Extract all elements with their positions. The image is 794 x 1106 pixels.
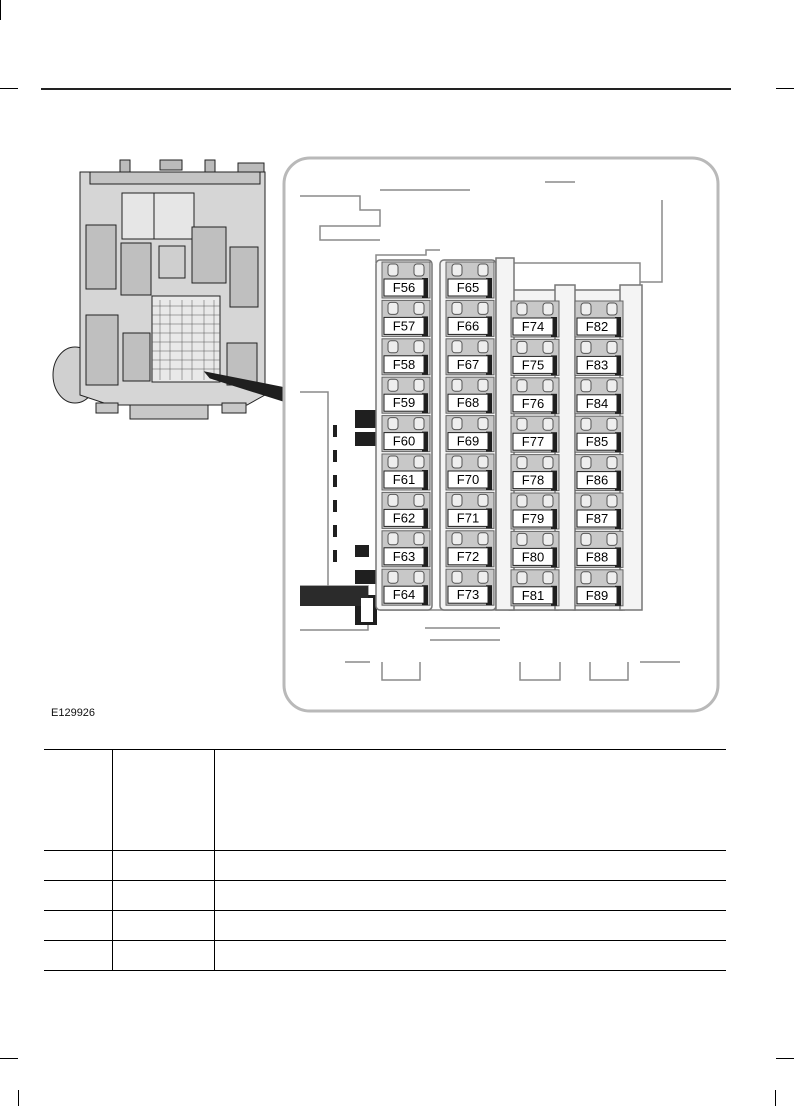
table-cell [214, 911, 726, 941]
fuse-f63 [382, 531, 430, 567]
fuse-f85 [575, 416, 623, 452]
fuse-f68 [446, 377, 494, 413]
fuse-f70 [446, 454, 494, 490]
fuse-label: F77 [521, 434, 545, 450]
fuse-label: F71 [456, 510, 480, 526]
module-overview [53, 160, 286, 419]
table-row [44, 881, 726, 911]
fuse-f88 [575, 531, 623, 567]
table-row [44, 941, 726, 971]
fuse-label: F62 [392, 510, 416, 526]
fuse-f71 [446, 492, 494, 528]
fuse-f61 [382, 454, 430, 490]
fuse-label: F84 [585, 395, 609, 411]
table-row [44, 911, 726, 941]
fuse-f62 [382, 492, 430, 528]
table-cell [44, 941, 112, 971]
fuse-f76 [511, 378, 559, 414]
fuse-f69 [446, 416, 494, 452]
fuse-label: F69 [456, 433, 480, 449]
fuse-label: F65 [456, 280, 480, 295]
fuse-f87 [575, 493, 623, 529]
table-cell [44, 851, 112, 881]
table-cell [44, 881, 112, 911]
fuse-label: F72 [456, 548, 480, 564]
fuse-f86 [575, 455, 623, 491]
fuse-f79 [511, 493, 559, 529]
fuse-f65 [446, 262, 494, 298]
fuse-f74 [511, 301, 559, 337]
fuse-f64 [382, 569, 430, 605]
fuse-label: F59 [392, 395, 416, 411]
fuse-f73 [446, 569, 494, 605]
table-cell [44, 750, 112, 851]
table-cell [214, 881, 726, 911]
table-cell [214, 851, 726, 881]
fuse-label: F73 [456, 587, 480, 603]
table-cell [112, 911, 214, 941]
fuse-f67 [446, 339, 494, 375]
fuse-label: F60 [392, 433, 416, 449]
fuse-label: F86 [585, 472, 609, 488]
fuse-label: F83 [585, 357, 609, 373]
fuse-label: F63 [392, 548, 416, 564]
table-cell [112, 941, 214, 971]
fuse-f75 [511, 339, 559, 375]
fuse-label: F75 [521, 357, 545, 373]
table-row [44, 851, 726, 881]
crop-mark [18, 1090, 19, 1106]
fuse-f60 [382, 416, 430, 452]
fuse-label: F57 [392, 318, 416, 334]
fuse-label: F88 [585, 549, 609, 565]
fuse-f81 [511, 570, 559, 606]
table-cell [112, 881, 214, 911]
fuse-f89 [575, 570, 623, 606]
fuse-f83 [575, 339, 623, 375]
fuse-label: F64 [392, 587, 416, 603]
fuse-f84 [575, 378, 623, 414]
crop-mark [775, 1090, 776, 1106]
fuse-f77 [511, 416, 559, 452]
fuse-label: F79 [521, 511, 545, 526]
fuse-f80 [511, 531, 559, 567]
table-cell [112, 750, 214, 851]
fuse-f57 [382, 300, 430, 336]
fuse-label: F78 [521, 472, 545, 488]
crop-mark [0, 1058, 18, 1059]
fuse-label: F61 [392, 472, 416, 487]
fuse-label: F70 [456, 472, 480, 487]
fuse-label: F68 [456, 395, 480, 411]
fuse-label: F66 [456, 318, 480, 334]
fuse-label: F85 [585, 434, 609, 450]
table-cell [44, 911, 112, 941]
fuse-table [44, 749, 726, 971]
fuse-label: F56 [392, 280, 416, 295]
fuse-label: F80 [521, 549, 545, 565]
fuse-label: F67 [456, 356, 480, 372]
table-cell [214, 750, 726, 851]
fuse-label: F81 [521, 587, 545, 603]
table-cell [112, 851, 214, 881]
fuse-f66 [446, 300, 494, 336]
table-header-row [44, 750, 726, 851]
fuse-f72 [446, 531, 494, 567]
fuse-label: F76 [521, 395, 545, 411]
fuse-f56 [382, 262, 430, 298]
fuse-label: F87 [585, 511, 609, 526]
crop-mark [776, 1058, 794, 1059]
fuse-f58 [382, 339, 430, 375]
fuse-label: F82 [585, 319, 609, 334]
fuse-f78 [511, 455, 559, 491]
figure-id-label: E129926 [51, 707, 96, 719]
fuse-f82 [575, 301, 623, 337]
fuse-f59 [382, 377, 430, 413]
fuse-label: F58 [392, 356, 416, 372]
fuse-label: F74 [521, 319, 545, 334]
fuse-label: F89 [585, 587, 609, 603]
table-cell [214, 941, 726, 971]
